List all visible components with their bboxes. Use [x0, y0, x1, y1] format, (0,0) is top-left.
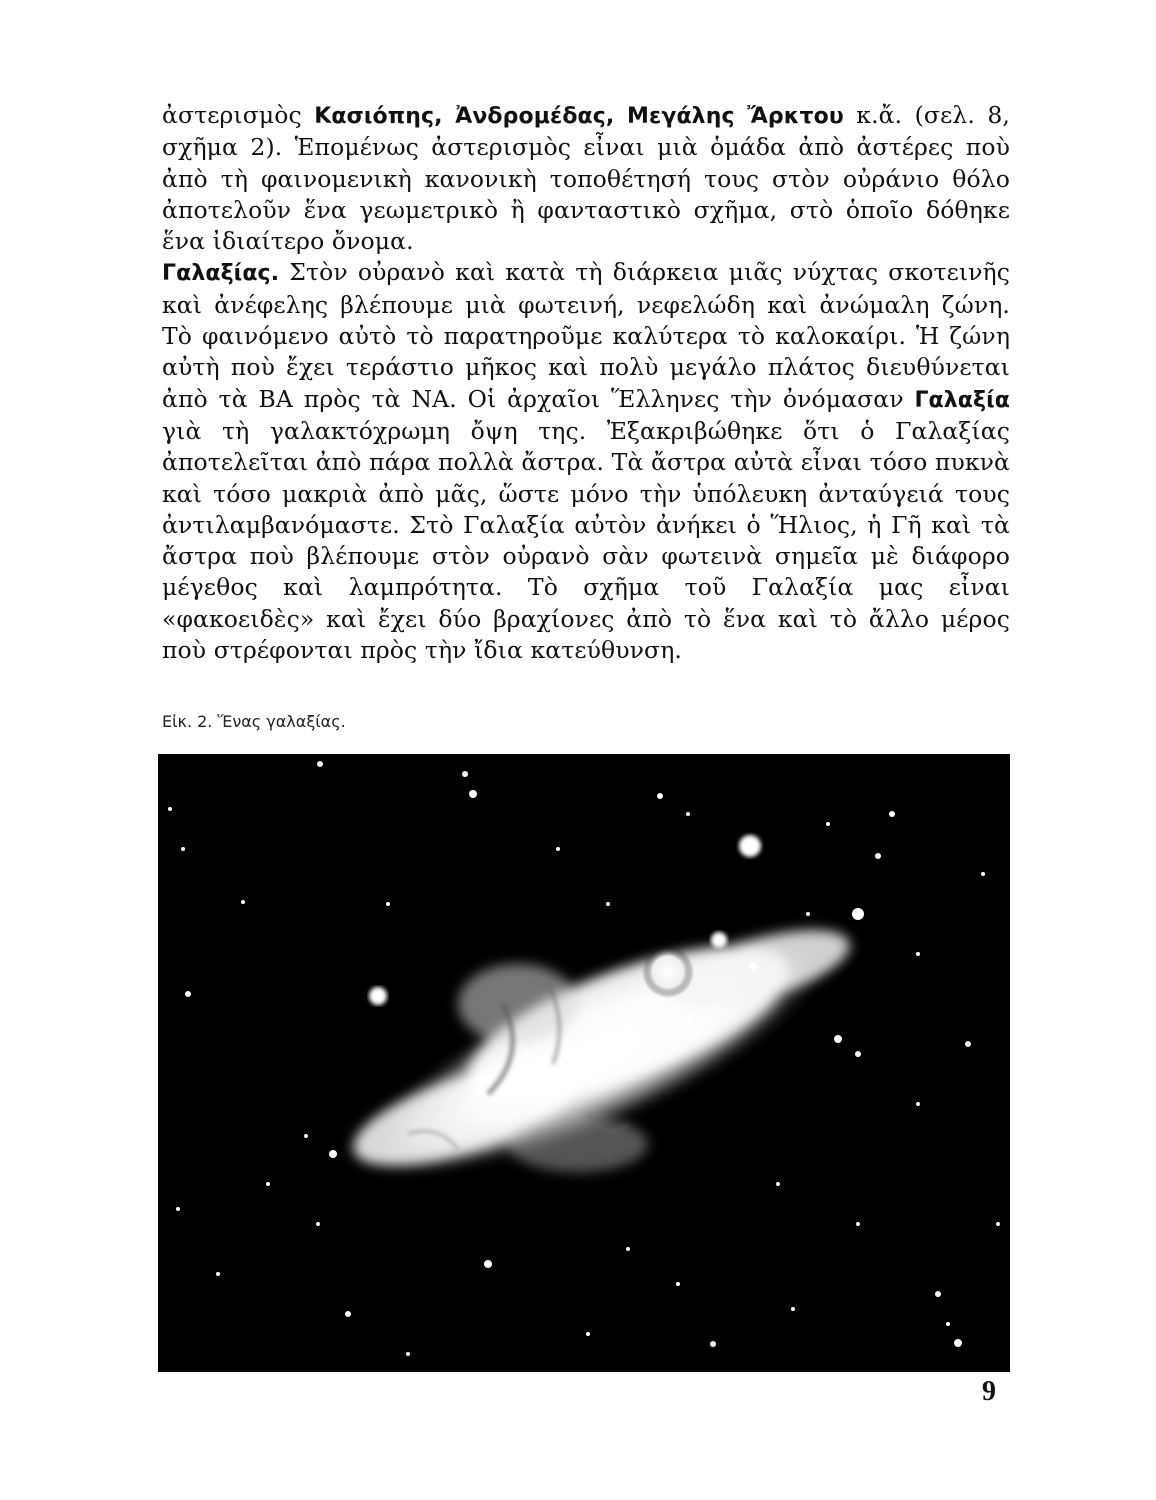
paragraph1-rest: κ.ἄ. (σελ. 8, σχῆμα 2). Ἑπομένως ἀστερισμὸς εἶναι μιὰ ὁμάδα ἀπὸ ἀστέρες ποὺ ἀπὸ τὴ φαινομενικὴ κανονικὴ τοποθέτησή τους στὸν οὐράνιο θόλο ἀποτελοῦν ἕνα γεωμετρικὸ ἢ φανταστικὸ σχῆμα, στὸ ὁποῖο δόθηκε ἕνα ἰδιαίτερο ὄνομα. — [162, 101, 1011, 256]
figure-caption: Εἰκ. 2. Ἕνας γαλαξίας. — [162, 712, 346, 731]
galaxy-heading: Γαλαξίας. — [162, 261, 280, 287]
star — [657, 793, 663, 799]
bright-star — [369, 987, 387, 1005]
constellation-names: Κασιόπης, Ἀνδρομέδας, Μεγάλης Ἄρκτου — [314, 104, 844, 129]
star — [462, 771, 468, 777]
star — [241, 900, 245, 904]
star — [176, 1207, 180, 1211]
bright-star — [739, 835, 761, 857]
star — [916, 1102, 920, 1106]
star — [889, 811, 895, 817]
body-text — [162, 100, 1010, 666]
galaxy-photo — [158, 754, 1010, 1372]
paragraph-constellation — [162, 100, 1010, 257]
star — [216, 1272, 220, 1276]
star — [316, 1222, 320, 1226]
star — [826, 822, 830, 826]
star — [935, 1291, 941, 1297]
star — [834, 1035, 842, 1043]
star — [329, 1150, 337, 1158]
paragraph1-intro: ἀστερισμὸς — [162, 101, 315, 129]
page-number: 9 — [982, 1376, 996, 1407]
star — [317, 761, 323, 767]
galaxy-term: Γαλαξία — [914, 387, 1010, 413]
star — [676, 1282, 680, 1286]
star — [686, 812, 690, 816]
star — [386, 902, 390, 906]
star — [168, 807, 172, 811]
galaxy-illustration — [158, 754, 1010, 1372]
paragraph2-part1: Στὸν οὐρανὸ καὶ κατὰ τὴ διάρκεια μιᾶς νύχτας σκοτεινῆς καὶ ἀνέφελης βλέπουμε μιὰ φωτεινή, νεφελώδη καὶ ἀνώμαλη ζώνη. Τὸ φαινόμενο αὐτὸ τὸ παρατηροῦμε καλύτερα τὸ καλοκαίρι. Ἡ ζώνη αὐτὴ ποὺ ἔχει τεράστιο μῆκος καὶ πολὺ μεγάλο πλάτος διευθύνεται ἀπὸ τὰ ΒΑ πρὸς τὰ ΝΑ. Οἱ ἀρχαῖοι Ἕλληνες τὴν ὀνόμασαν — [162, 258, 1010, 413]
galaxy-core — [642, 946, 694, 998]
star — [556, 847, 560, 851]
star — [185, 991, 191, 997]
star — [345, 1311, 351, 1317]
star — [981, 872, 985, 876]
star — [916, 952, 920, 956]
star — [749, 962, 757, 970]
star — [875, 853, 881, 859]
star — [181, 847, 185, 851]
star — [946, 1322, 950, 1326]
star — [304, 1134, 308, 1138]
star — [776, 1182, 780, 1186]
paragraph2-part2: γιὰ τὴ γαλακτόχρωμη ὄψη της. Ἐξακριβώθηκε ὅτι ὁ Γαλαξίας ἀποτελεῖται ἀπὸ πάρα πολλὰ ἄστρα. Τὰ ἄστρα αὐτὰ εἶναι τόσο πυκνὰ καὶ τόσο μακριὰ ἀπὸ μᾶς, ὥστε μόνο τὴν ὑπόλευκη ἀνταύγειά τους ἀντιλαμβανόμαστε. Στὸ Γαλαξία αὐτὸν ἀνήκει ὁ Ἥλιος, ἡ Γῆ καὶ τὰ ἄστρα ποὺ βλέπουμε στὸν οὐρανὸ σὰν φωτεινὰ σημεῖα μὲ διάφορο μέγεθος καὶ λαμπρότητα. Τὸ σχῆμα τοῦ Γαλαξία μας εἶναι «φακοειδὲς» καὶ ἔχει δύο βραχίονες ἀπὸ τὸ ἕνα καὶ τὸ ἄλλο μέρος ποὺ στρέφονται πρὸς τὴν ἴδια κατεύθυνση. — [162, 416, 1010, 665]
star — [606, 902, 610, 906]
bright-star — [711, 932, 727, 948]
star — [856, 1222, 860, 1226]
star — [406, 1352, 410, 1356]
star — [710, 1341, 716, 1347]
star — [484, 1260, 492, 1268]
star — [626, 1247, 630, 1251]
star — [855, 1051, 861, 1057]
star — [996, 1222, 1000, 1226]
star — [954, 1339, 962, 1347]
star — [586, 1332, 590, 1336]
paragraph-galaxy — [162, 257, 1010, 666]
star — [852, 908, 864, 920]
star — [806, 912, 810, 916]
star — [965, 1041, 971, 1047]
star — [469, 790, 477, 798]
star — [791, 1307, 795, 1311]
star — [266, 1182, 270, 1186]
